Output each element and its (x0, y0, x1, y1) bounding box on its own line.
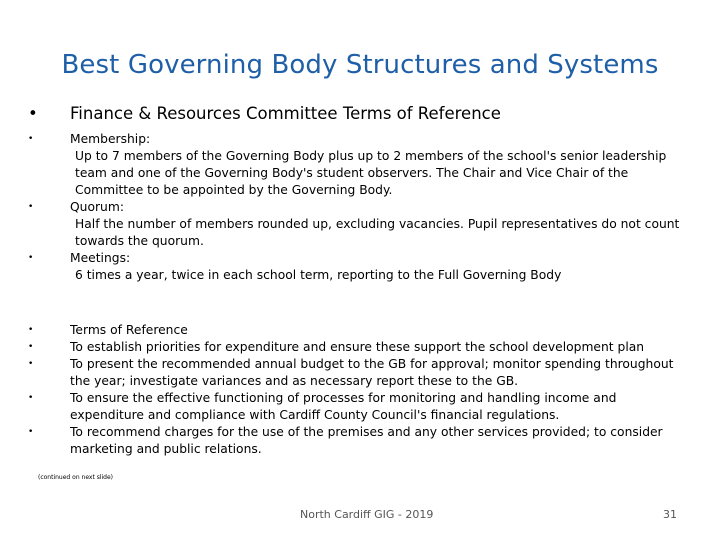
item-detail: Half the number of members rounded up, excluding vacancies. Pupil representatives do not count towards the quorum. (75, 217, 680, 248)
bullet-icon: • (28, 342, 34, 352)
slide-title: Best Governing Body Structures and Systems (61, 50, 659, 80)
continued-note: (continued on next slide) (38, 474, 114, 481)
bullet-icon: • (28, 427, 34, 437)
page-number: 31 (663, 508, 677, 521)
bullet-icon: • (28, 253, 34, 263)
list-item (28, 339, 688, 356)
list-item (28, 250, 688, 284)
footer-text: North Cardiff GIG - 2019 (300, 508, 434, 521)
bullet-icon: • (28, 393, 34, 403)
item-text: Terms of Reference (70, 323, 188, 337)
bullet-icon: • (28, 202, 34, 212)
list-item (28, 131, 688, 199)
bullet-icon: • (28, 359, 34, 369)
item-text: To recommend charges for the use of the premises and any other services provided; to consider marketing and public relations. (70, 425, 663, 456)
item-detail: 6 times a year, twice in each school term, reporting to the Full Governing Body (75, 268, 562, 282)
list-item (28, 356, 688, 390)
item-label: Meetings: (70, 251, 131, 265)
terms-section-1 (28, 131, 688, 284)
item-label: Membership: (70, 132, 151, 146)
bullet-icon: • (28, 325, 34, 335)
terms-section-2 (28, 322, 688, 458)
subheading (28, 104, 501, 123)
list-item (28, 322, 688, 339)
bullet-icon: • (28, 134, 34, 144)
list-item (28, 390, 688, 424)
item-label: Quorum: (70, 200, 124, 214)
item-text: To present the recommended annual budget to the GB for approval; monitor spending throughout the year; investigate variances and as necessary report these to the GB. (70, 357, 674, 388)
item-text: To establish priorities for expenditure and ensure these support the school development plan (70, 340, 645, 354)
item-detail: Up to 7 members of the Governing Body plus up to 2 members of the school's senior leadership team and one of the Governing Body's student observers. The Chair and Vice Chair of the Committee to be appointed by the Governing Body. (75, 149, 667, 197)
subheading-text: Finance & Resources Committee Terms of Reference (70, 104, 501, 123)
list-item (28, 424, 688, 458)
bullet-icon: • (28, 104, 38, 123)
list-item (28, 199, 688, 250)
item-text: To ensure the effective functioning of processes for monitoring and handling income and expenditure and compliance with Cardiff County Council's financial regulations. (70, 391, 617, 422)
